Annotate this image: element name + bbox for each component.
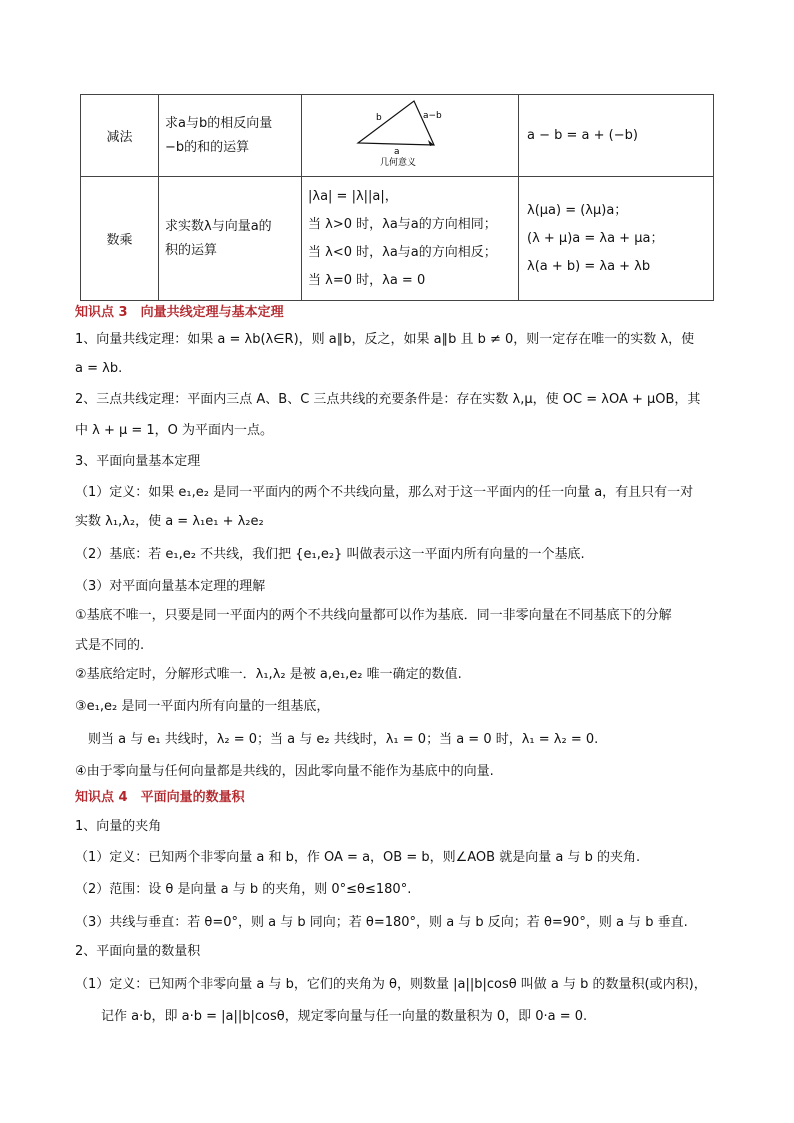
text-line: 1、向量共线定理：如果 a = λb(λ∈R)，则 a∥b，反之，如果 a∥b 且 b ≠ 0，则一定存在唯一的实数 λ，使 [75, 332, 695, 347]
text-line: ②基底给定时，分解形式唯一．λ₁,λ₂ 是被 a,e₁,e₂ 唯一确定的数值. [75, 667, 462, 682]
meaning-line: 积的运算 [165, 242, 218, 258]
text-line: ③e₁,e₂ 是同一平面内所有向量的一组基底， [75, 699, 330, 714]
text-line: 式是不同的. [75, 638, 145, 653]
op-rule-cell: a − b = a + (−b) [519, 95, 714, 177]
text-line: 记作 a·b，即 a·b = |a||b|cosθ，规定零向量与任一向量的数量积为 0，即 0·a = 0. [75, 1009, 588, 1024]
op-name-cell: 减法 [81, 95, 159, 177]
table-row [81, 95, 714, 177]
vector-operations-table [80, 94, 714, 301]
table-row [81, 177, 714, 301]
label-a-minus-b: a−b [423, 110, 442, 121]
text-line: 则当 a 与 e₁ 共线时，λ₂ = 0；当 a 与 e₂ 共线时，λ₁ = 0；当 a = 0 时，λ₁ = λ₂ = 0. [75, 732, 599, 747]
text-line: 实数 λ₁,λ₂，使 a = λ₁e₁ + λ₂e₂ [75, 514, 264, 529]
text-line: （2）基底：若 e₁,e₂ 不共线，我们把 {e₁,e₂} 叫做表示这一平面内所有向量的一个基底. [75, 547, 585, 562]
triangle-shape [358, 101, 434, 145]
text-line: （2）范围：设 θ 是向量 a 与 b 的夹角，则 0°≤θ≤180°. [75, 882, 412, 897]
text-line: （1）定义：如果 e₁,e₂ 是同一平面内的两个不共线向量，那么对于这一平面内的任一向量 a，有且只有一对 [75, 485, 694, 500]
text-line: 中 λ + μ = 1，O 为平面内一点。 [75, 423, 274, 438]
label-a: a [394, 146, 400, 157]
text-line: （1）定义：已知两个非零向量 a 与 b，它们的夹角为 θ，则数量 |a||b|cosθ 叫做 a 与 b 的数量积(或内积)， [75, 977, 707, 992]
section3-heading: 知识点 3 向量共线定理与基本定理 [75, 305, 284, 320]
meaning-line: −b的和的运算 [165, 139, 250, 155]
section4-heading: 知识点 4 平面向量的数量积 [75, 790, 245, 805]
text-line: （3）共线与垂直：若 θ=0°，则 a 与 b 同向；若 θ=180°，则 a 与 b 反向；若 θ=90°，则 a 与 b 垂直. [75, 915, 688, 930]
rule-line: λ(a + b) = λa + λb [527, 258, 651, 274]
op-meaning-cell [159, 177, 302, 301]
text-line: 1、向量的夹角 [75, 819, 162, 834]
text-line: ①基底不唯一，只要是同一平面内的两个不共线向量都可以作为基底．同一非零向量在不同基底下的分解 [75, 608, 672, 623]
op-rule-cell [519, 177, 714, 301]
scalar-line: 当 λ<0 时，λa与a的方向相反； [308, 244, 497, 260]
text-line: 3、平面向量基本定理 [75, 454, 201, 469]
scalar-line: 当 λ>0 时，λa与a的方向相同； [308, 216, 497, 232]
rule-line: λ(μa) = (λμ)a； [527, 202, 628, 218]
text-line: a = λb. [75, 361, 123, 376]
text-line: 2、三点共线定理：平面内三点 A、B、C 三点共线的充要条件是：存在实数 λ,μ，使 OC = λOA + μOB，其 [75, 392, 701, 407]
meaning-line: 求a与b的相反向量 [165, 115, 273, 131]
meaning-line: 求实数λ与向量a的 [165, 218, 272, 234]
subtraction-triangle-figure [350, 97, 470, 171]
scalar-rule-cell [302, 177, 519, 301]
figure-caption: 几何意义 [380, 157, 417, 168]
label-b: b [376, 112, 382, 123]
geometric-figure-cell [302, 95, 519, 177]
text-line: ④由于零向量与任何向量都是共线的，因此零向量不能作为基底中的向量. [75, 764, 494, 779]
scalar-line: 当 λ=0 时，λa = 0 [308, 272, 426, 288]
rule-line: (λ + μ)a = λa + μa； [527, 230, 664, 246]
scalar-line: |λa| = |λ||a|， [308, 188, 398, 204]
text-line: （1）定义：已知两个非零向量 a 和 b，作 OA = a，OB = b，则∠AOB 就是向量 a 与 b 的夹角. [75, 850, 641, 865]
op-name-cell: 数乘 [81, 177, 159, 301]
text-line: （3）对平面向量基本定理的理解 [75, 579, 266, 594]
text-line: 2、平面向量的数量积 [75, 944, 201, 959]
op-meaning-cell [159, 95, 302, 177]
